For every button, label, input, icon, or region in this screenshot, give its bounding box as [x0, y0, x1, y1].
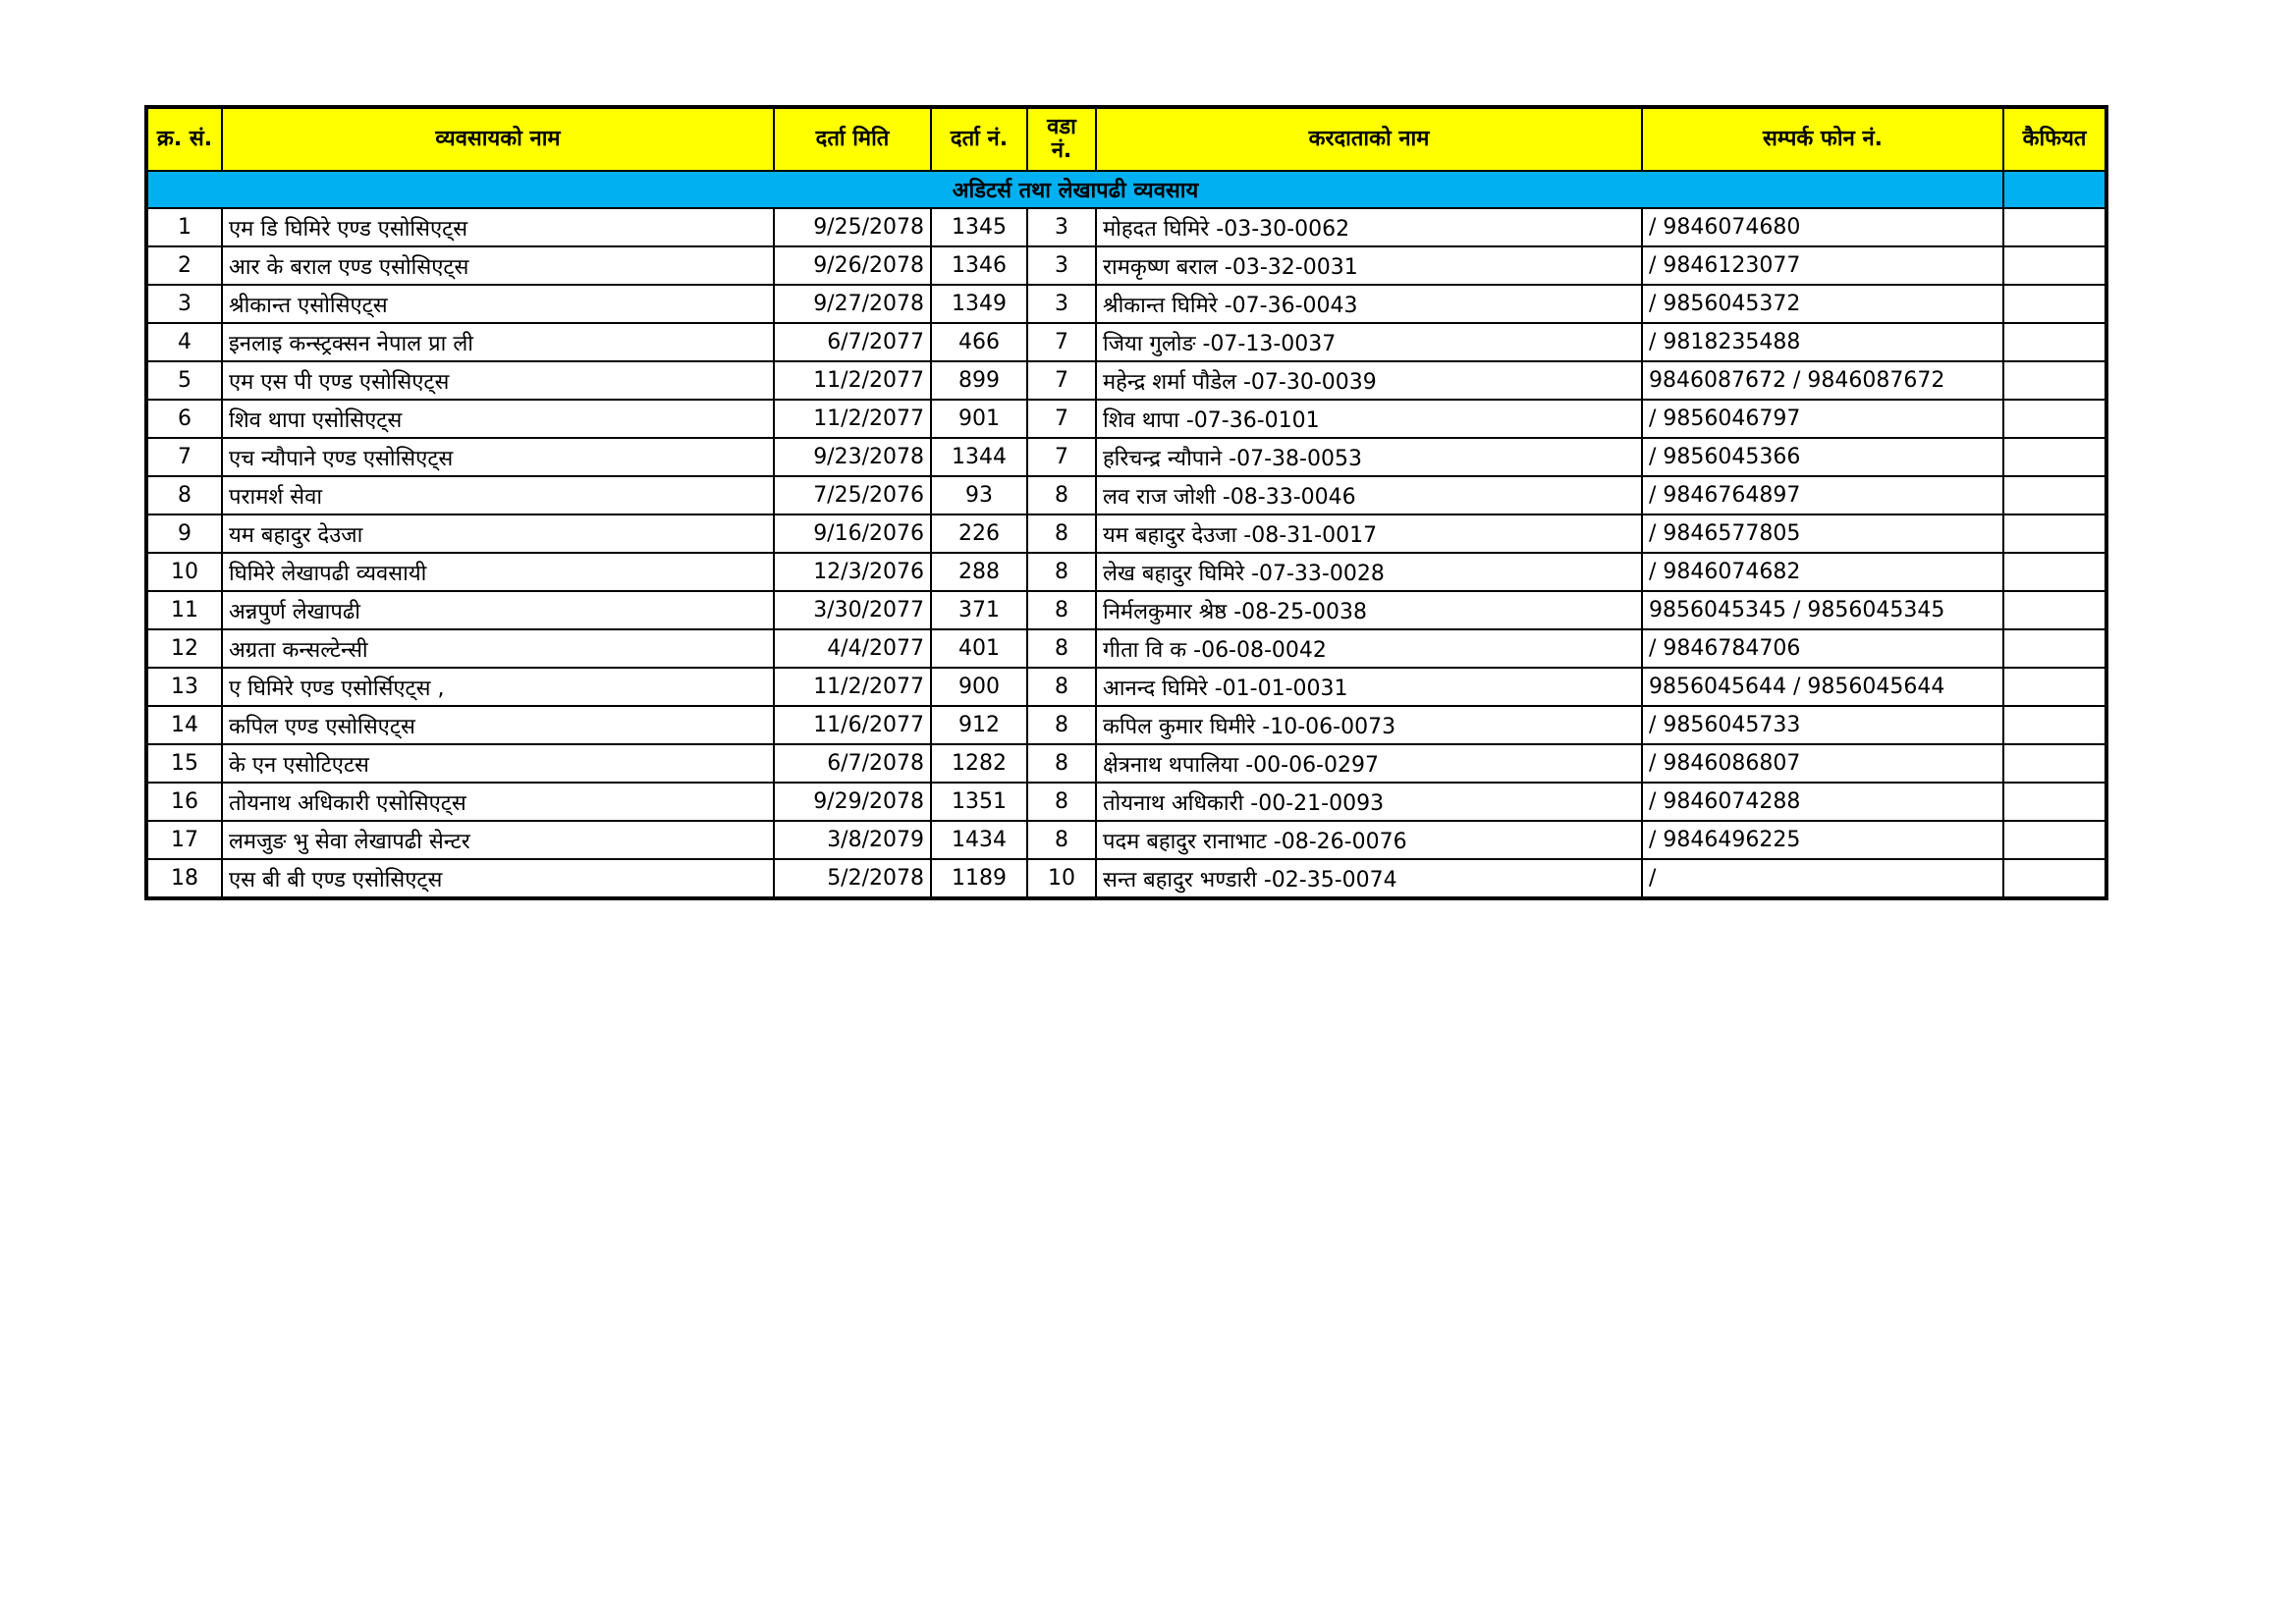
cell-contact-phone: / 9846496225: [1642, 821, 2003, 859]
header-taxpayer-name: करदाताको नाम: [1096, 107, 1642, 171]
cell-taxpayer-name: क्षेत्रनाथ थपालिया -00-06-0297: [1096, 744, 1642, 783]
section-remarks-cell: [2003, 171, 2106, 208]
cell-remarks: [2003, 476, 2106, 514]
cell-remarks: [2003, 438, 2106, 476]
cell-sn: 5: [146, 361, 222, 400]
table-body: [146, 171, 2106, 898]
table-row: [146, 668, 2106, 706]
table-row: [146, 246, 2106, 285]
cell-remarks: [2003, 514, 2106, 553]
cell-remarks: [2003, 783, 2106, 821]
cell-registration-date: 4/4/2077: [774, 629, 931, 668]
cell-registration-date: 7/25/2076: [774, 476, 931, 514]
cell-contact-phone: / 9846784706: [1642, 629, 2003, 668]
table-row: [146, 285, 2106, 323]
cell-business-name: आर के बराल एण्ड एसोसिएट्स: [222, 246, 774, 285]
cell-registration-date: 6/7/2078: [774, 744, 931, 783]
cell-registration-date: 9/29/2078: [774, 783, 931, 821]
cell-contact-phone: 9846087672 / 9846087672: [1642, 361, 2003, 400]
cell-sn: 3: [146, 285, 222, 323]
cell-business-name: एम डि घिमिरे एण्ड एसोसिएट्स: [222, 208, 774, 246]
cell-contact-phone: / 9856045372: [1642, 285, 2003, 323]
cell-ward: 7: [1027, 438, 1096, 476]
business-register-table: [144, 105, 2108, 900]
cell-taxpayer-name: पदम बहादुर रानाभाट -08-26-0076: [1096, 821, 1642, 859]
cell-remarks: [2003, 285, 2106, 323]
cell-registration-number: 1345: [931, 208, 1027, 246]
cell-contact-phone: /: [1642, 859, 2003, 898]
cell-contact-phone: / 9846074288: [1642, 783, 2003, 821]
header-ward: वडा नं.: [1027, 107, 1096, 171]
cell-ward: 10: [1027, 859, 1096, 898]
cell-sn: 11: [146, 591, 222, 629]
header-remarks: कैफियत: [2003, 107, 2106, 171]
cell-ward: 8: [1027, 744, 1096, 783]
cell-sn: 17: [146, 821, 222, 859]
cell-sn: 6: [146, 400, 222, 438]
cell-business-name: एम एस पी एण्ड एसोसिएट्स: [222, 361, 774, 400]
cell-contact-phone: / 9856045733: [1642, 706, 2003, 744]
cell-business-name: ए घिमिरे एण्ड एसोर्सिएट्स ,: [222, 668, 774, 706]
cell-registration-date: 3/30/2077: [774, 591, 931, 629]
cell-taxpayer-name: शिव थापा -07-36-0101: [1096, 400, 1642, 438]
cell-remarks: [2003, 400, 2106, 438]
cell-remarks: [2003, 208, 2106, 246]
cell-registration-number: 1189: [931, 859, 1027, 898]
cell-ward: 3: [1027, 208, 1096, 246]
cell-remarks: [2003, 323, 2106, 361]
cell-ward: 3: [1027, 285, 1096, 323]
cell-ward: 8: [1027, 821, 1096, 859]
cell-sn: 18: [146, 859, 222, 898]
cell-sn: 8: [146, 476, 222, 514]
table-row: [146, 476, 2106, 514]
cell-taxpayer-name: मोहदत घिमिरे -03-30-0062: [1096, 208, 1642, 246]
table-row: [146, 438, 2106, 476]
cell-taxpayer-name: कपिल कुमार घिमीरे -10-06-0073: [1096, 706, 1642, 744]
cell-ward: 8: [1027, 668, 1096, 706]
cell-registration-date: 11/2/2077: [774, 400, 931, 438]
cell-registration-number: 1349: [931, 285, 1027, 323]
header-sn: क्र. सं.: [146, 107, 222, 171]
cell-taxpayer-name: रामकृष्ण बराल -03-32-0031: [1096, 246, 1642, 285]
cell-taxpayer-name: महेन्द्र शर्मा पौडेल -07-30-0039: [1096, 361, 1642, 400]
table-row: [146, 400, 2106, 438]
cell-registration-number: 1344: [931, 438, 1027, 476]
cell-registration-number: 466: [931, 323, 1027, 361]
cell-remarks: [2003, 591, 2106, 629]
cell-business-name: यम बहादुर देउजा: [222, 514, 774, 553]
cell-taxpayer-name: यम बहादुर देउजा -08-31-0017: [1096, 514, 1642, 553]
table-row: [146, 821, 2106, 859]
cell-contact-phone: / 9846577805: [1642, 514, 2003, 553]
cell-sn: 9: [146, 514, 222, 553]
cell-registration-date: 6/7/2077: [774, 323, 931, 361]
cell-sn: 16: [146, 783, 222, 821]
section-title: अडिटर्स तथा लेखापढी व्यवसाय: [146, 171, 2003, 208]
cell-registration-date: 11/2/2077: [774, 668, 931, 706]
cell-ward: 8: [1027, 553, 1096, 591]
cell-ward: 8: [1027, 783, 1096, 821]
table-row: [146, 591, 2106, 629]
header-registration-date: दर्ता मिति: [774, 107, 931, 171]
cell-ward: 7: [1027, 361, 1096, 400]
cell-registration-date: 9/27/2078: [774, 285, 931, 323]
cell-registration-number: 899: [931, 361, 1027, 400]
cell-business-name: इनलाइ कन्स्ट्रक्सन नेपाल प्रा ली: [222, 323, 774, 361]
cell-business-name: एच न्यौपाने एण्ड एसोसिएट्स: [222, 438, 774, 476]
cell-sn: 4: [146, 323, 222, 361]
cell-remarks: [2003, 361, 2106, 400]
cell-registration-number: 226: [931, 514, 1027, 553]
cell-remarks: [2003, 629, 2106, 668]
cell-contact-phone: / 9856045366: [1642, 438, 2003, 476]
cell-remarks: [2003, 859, 2106, 898]
cell-registration-date: 9/23/2078: [774, 438, 931, 476]
table-row: [146, 783, 2106, 821]
header-contact-phone: सम्पर्क फोन नं.: [1642, 107, 2003, 171]
table-row: [146, 553, 2106, 591]
cell-business-name: लमजुङ भु सेवा लेखापढी सेन्टर: [222, 821, 774, 859]
cell-sn: 1: [146, 208, 222, 246]
cell-sn: 10: [146, 553, 222, 591]
cell-taxpayer-name: जिया गुलोङ -07-13-0037: [1096, 323, 1642, 361]
table-row: [146, 323, 2106, 361]
header-business-name: व्यवसायको नाम: [222, 107, 774, 171]
cell-sn: 7: [146, 438, 222, 476]
cell-remarks: [2003, 246, 2106, 285]
cell-taxpayer-name: लेख बहादुर घिमिरे -07-33-0028: [1096, 553, 1642, 591]
cell-contact-phone: 9856045345 / 9856045345: [1642, 591, 2003, 629]
cell-contact-phone: / 9846764897: [1642, 476, 2003, 514]
cell-registration-number: 901: [931, 400, 1027, 438]
cell-contact-phone: 9856045644 / 9856045644: [1642, 668, 2003, 706]
cell-ward: 8: [1027, 591, 1096, 629]
table-row: [146, 629, 2106, 668]
cell-ward: 7: [1027, 400, 1096, 438]
cell-business-name: घिमिरे लेखापढी व्यवसायी: [222, 553, 774, 591]
table-row: [146, 859, 2106, 898]
cell-registration-date: 11/2/2077: [774, 361, 931, 400]
cell-sn: 12: [146, 629, 222, 668]
cell-taxpayer-name: निर्मलकुमार श्रेष्ठ -08-25-0038: [1096, 591, 1642, 629]
cell-taxpayer-name: गीता वि क -06-08-0042: [1096, 629, 1642, 668]
cell-registration-number: 401: [931, 629, 1027, 668]
cell-business-name: अन्नपुर्ण लेखापढी: [222, 591, 774, 629]
cell-contact-phone: / 9846123077: [1642, 246, 2003, 285]
cell-business-name: कपिल एण्ड एसोसिएट्स: [222, 706, 774, 744]
cell-remarks: [2003, 821, 2106, 859]
cell-business-name: परामर्श सेवा: [222, 476, 774, 514]
cell-taxpayer-name: सन्त बहादुर भण्डारी -02-35-0074: [1096, 859, 1642, 898]
cell-remarks: [2003, 744, 2106, 783]
cell-registration-number: 1346: [931, 246, 1027, 285]
table-row: [146, 361, 2106, 400]
cell-remarks: [2003, 668, 2106, 706]
cell-registration-number: 912: [931, 706, 1027, 744]
table-row: [146, 208, 2106, 246]
cell-registration-date: 9/25/2078: [774, 208, 931, 246]
cell-business-name: शिव थापा एसोसिएट्स: [222, 400, 774, 438]
cell-registration-date: 9/26/2078: [774, 246, 931, 285]
header-registration-number: दर्ता नं.: [931, 107, 1027, 171]
cell-registration-number: 1351: [931, 783, 1027, 821]
cell-sn: 2: [146, 246, 222, 285]
cell-taxpayer-name: तोयनाथ अधिकारी -00-21-0093: [1096, 783, 1642, 821]
cell-business-name: के एन एसोटिएटस: [222, 744, 774, 783]
cell-ward: 8: [1027, 514, 1096, 553]
cell-contact-phone: / 9846086807: [1642, 744, 2003, 783]
cell-contact-phone: / 9856046797: [1642, 400, 2003, 438]
cell-remarks: [2003, 706, 2106, 744]
cell-business-name: तोयनाथ अधिकारी एसोसिएट्स: [222, 783, 774, 821]
cell-ward: 8: [1027, 706, 1096, 744]
cell-ward: 3: [1027, 246, 1096, 285]
table-row: [146, 514, 2106, 553]
cell-business-name: एस बी बी एण्ड एसोसिएट्स: [222, 859, 774, 898]
table-row: [146, 706, 2106, 744]
cell-business-name: श्रीकान्त एसोसिएट्स: [222, 285, 774, 323]
cell-remarks: [2003, 553, 2106, 591]
cell-ward: 8: [1027, 629, 1096, 668]
cell-registration-date: 5/2/2078: [774, 859, 931, 898]
cell-taxpayer-name: हरिचन्द्र न्यौपाने -07-38-0053: [1096, 438, 1642, 476]
cell-registration-date: 3/8/2079: [774, 821, 931, 859]
cell-taxpayer-name: लव राज जोशी -08-33-0046: [1096, 476, 1642, 514]
cell-registration-date: 11/6/2077: [774, 706, 931, 744]
cell-registration-number: 93: [931, 476, 1027, 514]
section-row: [146, 171, 2106, 208]
table-row: [146, 744, 2106, 783]
cell-sn: 13: [146, 668, 222, 706]
cell-contact-phone: / 9846074680: [1642, 208, 2003, 246]
cell-registration-number: 288: [931, 553, 1027, 591]
cell-registration-number: 1434: [931, 821, 1027, 859]
cell-ward: 8: [1027, 476, 1096, 514]
cell-registration-date: 12/3/2076: [774, 553, 931, 591]
cell-taxpayer-name: श्रीकान्त घिमिरे -07-36-0043: [1096, 285, 1642, 323]
cell-sn: 15: [146, 744, 222, 783]
cell-taxpayer-name: आनन्द घिमिरे -01-01-0031: [1096, 668, 1642, 706]
cell-ward: 7: [1027, 323, 1096, 361]
cell-contact-phone: / 9818235488: [1642, 323, 2003, 361]
cell-registration-number: 1282: [931, 744, 1027, 783]
cell-registration-number: 900: [931, 668, 1027, 706]
cell-registration-number: 371: [931, 591, 1027, 629]
cell-registration-date: 9/16/2076: [774, 514, 931, 553]
table-header-row: [146, 107, 2106, 171]
cell-business-name: अग्रता कन्सल्टेन्सी: [222, 629, 774, 668]
cell-sn: 14: [146, 706, 222, 744]
cell-contact-phone: / 9846074682: [1642, 553, 2003, 591]
